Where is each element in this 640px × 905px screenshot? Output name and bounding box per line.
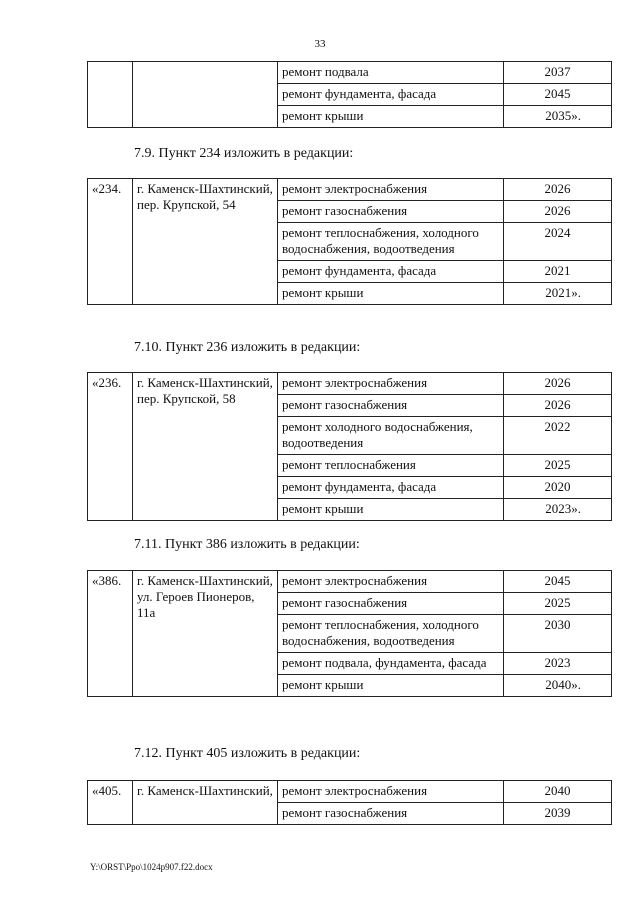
work-cell: ремонт газоснабжения xyxy=(278,803,504,825)
year-cell: 2022 xyxy=(504,417,612,455)
year-cell: 2026 xyxy=(504,395,612,417)
footer-file-path: Y:\ORST\Ppo\1024p907.f22.docx xyxy=(90,862,213,872)
year-cell: 2040 xyxy=(504,781,612,803)
paragraph-7-11: 7.11. Пункт 386 изложить в редакции: xyxy=(134,537,360,552)
address-cell: г. Каменск-Шахтинский, пер. Крупской, 54 xyxy=(133,179,278,305)
work-cell: ремонт теплоснабжения, холодного водоснабжения, водоотведения xyxy=(278,223,504,261)
address-cell: г. Каменск-Шахтинский, ул. Героев Пионеров, 11а xyxy=(133,571,278,697)
year-cell: 2020 xyxy=(504,477,612,499)
year-cell: 2045 xyxy=(504,571,612,593)
table-row xyxy=(88,571,612,593)
table-item-236 xyxy=(87,372,612,521)
table-item-405 xyxy=(87,780,612,825)
item-number-cell: «386. xyxy=(88,571,133,697)
year-cell: 2040». xyxy=(504,675,612,697)
year-cell: 2045 xyxy=(504,84,612,106)
year-cell: 2024 xyxy=(504,223,612,261)
work-cell: ремонт электроснабжения xyxy=(278,781,504,803)
item-number-cell: «234. xyxy=(88,179,133,305)
year-cell: 2023». xyxy=(504,499,612,521)
work-cell: ремонт теплоснабжения xyxy=(278,455,504,477)
table-row xyxy=(88,373,612,395)
table-row xyxy=(88,62,612,84)
year-cell: 2037 xyxy=(504,62,612,84)
year-cell: 2023 xyxy=(504,653,612,675)
work-cell: ремонт фундамента, фасада xyxy=(278,84,504,106)
work-cell: ремонт крыши xyxy=(278,106,504,128)
year-cell: 2026 xyxy=(504,373,612,395)
work-cell: ремонт холодного водоснабжения, водоотведения xyxy=(278,417,504,455)
work-cell: ремонт теплоснабжения, холодного водоснабжения, водоотведения xyxy=(278,615,504,653)
work-cell: ремонт электроснабжения xyxy=(278,373,504,395)
work-cell: ремонт электроснабжения xyxy=(278,179,504,201)
year-cell: 2035». xyxy=(504,106,612,128)
year-cell: 2021». xyxy=(504,283,612,305)
work-cell: ремонт газоснабжения xyxy=(278,395,504,417)
paragraph-7-10: 7.10. Пункт 236 изложить в редакции: xyxy=(134,340,361,355)
year-cell: 2025 xyxy=(504,593,612,615)
table-item-234 xyxy=(87,178,612,305)
work-cell: ремонт крыши xyxy=(278,283,504,305)
address-cell: г. Каменск-Шахтинский, пер. Крупской, 58 xyxy=(133,373,278,521)
year-cell: 2039 xyxy=(504,803,612,825)
item-number-cell xyxy=(88,62,133,128)
page-number: 33 xyxy=(314,38,326,50)
work-cell: ремонт электроснабжения xyxy=(278,571,504,593)
table-continuation xyxy=(87,61,612,128)
item-number-cell: «405. xyxy=(88,781,133,825)
year-cell: 2025 xyxy=(504,455,612,477)
year-cell: 2026 xyxy=(504,201,612,223)
work-cell: ремонт крыши xyxy=(278,675,504,697)
work-cell: ремонт газоснабжения xyxy=(278,201,504,223)
year-cell: 2026 xyxy=(504,179,612,201)
work-cell: ремонт крыши xyxy=(278,499,504,521)
table-row xyxy=(88,179,612,201)
paragraph-7-9: 7.9. Пункт 234 изложить в редакции: xyxy=(134,146,354,161)
work-cell: ремонт фундамента, фасада xyxy=(278,261,504,283)
paragraph-7-12: 7.12. Пункт 405 изложить в редакции: xyxy=(134,746,361,761)
year-cell: 2021 xyxy=(504,261,612,283)
work-cell: ремонт подвала xyxy=(278,62,504,84)
address-cell: г. Каменск-Шахтинский, xyxy=(133,781,278,825)
year-cell: 2030 xyxy=(504,615,612,653)
work-cell: ремонт фундамента, фасада xyxy=(278,477,504,499)
item-number-cell: «236. xyxy=(88,373,133,521)
work-cell: ремонт газоснабжения xyxy=(278,593,504,615)
address-cell xyxy=(133,62,278,128)
work-cell: ремонт подвала, фундамента, фасада xyxy=(278,653,504,675)
table-row xyxy=(88,781,612,803)
table-item-386 xyxy=(87,570,612,697)
